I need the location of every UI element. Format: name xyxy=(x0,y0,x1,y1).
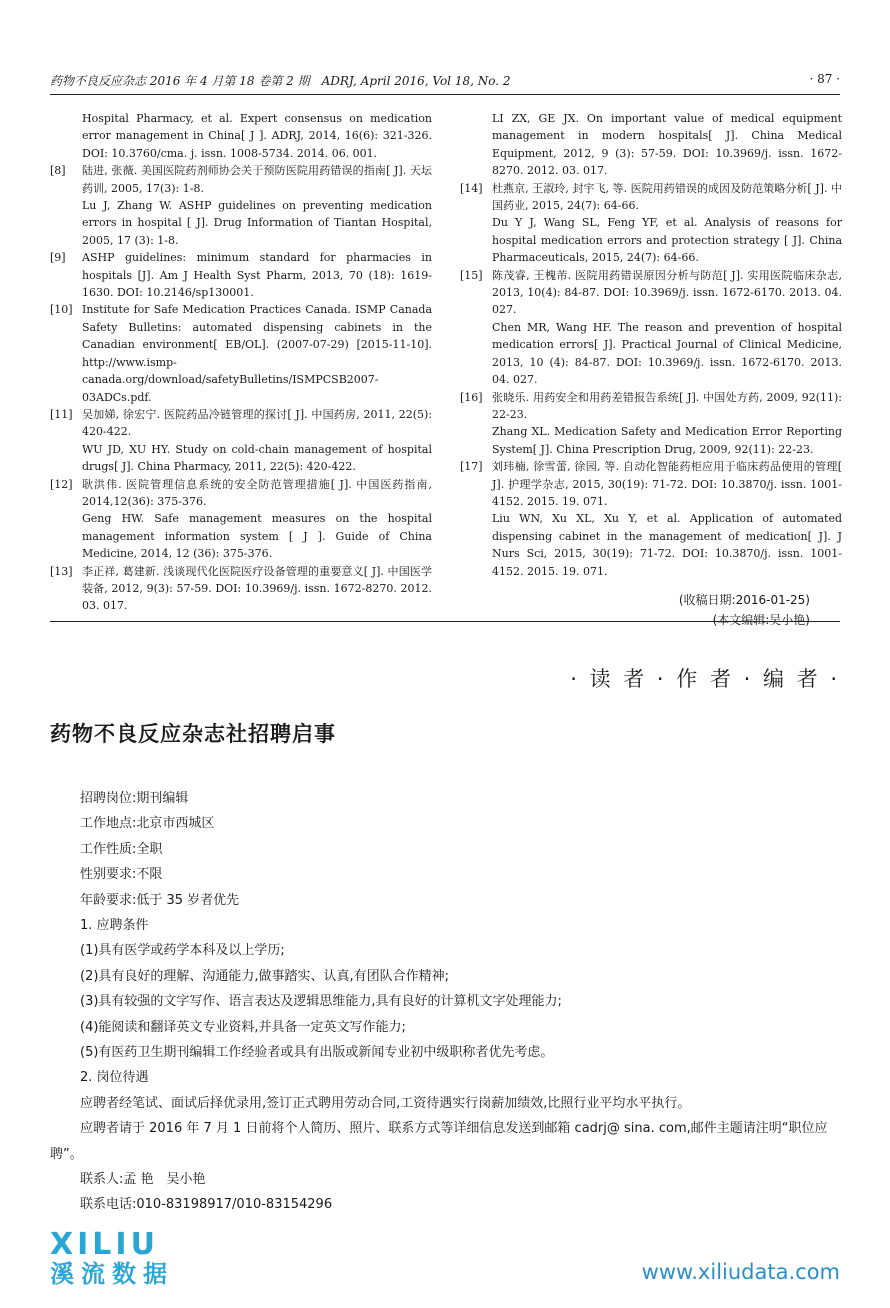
footer-url[interactable]: www.xiliudata.com xyxy=(641,1260,840,1284)
references-left-column xyxy=(50,110,432,615)
reference-number: [13] xyxy=(50,564,73,578)
ad-contact: 联系人:孟 艳 吴小艳 xyxy=(80,1171,206,1187)
logo-text-en: XILIU xyxy=(50,1227,159,1262)
reference-number: [9] xyxy=(50,251,66,265)
reference-number xyxy=(460,319,492,389)
reference-number xyxy=(50,510,82,562)
reference-text: Geng HW. Safe management measures on the hospital management information system [ J ]. Guide of China Medicine, 2014, 12 (36): 375-376. xyxy=(82,512,432,561)
reference-text: Lu J, Zhang W. ASHP guidelines on preventing medication errors in hospital [ J]. Drug Information of Tiantan Hospital, 2005, 17 (3): 1-8. xyxy=(82,199,432,247)
editor-credit: (本文编辑:吴小艳) xyxy=(712,612,810,627)
ad-field: 1. 应聘条件 xyxy=(80,917,149,933)
header-rule xyxy=(50,94,840,95)
reference-entry xyxy=(50,249,432,301)
ad-field: 年龄要求:低于 35 岁者优先 xyxy=(80,892,240,908)
reference-text: 陈茂睿, 王槐芾. 医院用药错误原因分析与防范[ J]. 实用医院临床杂志, 2013, 10(4): 84-87. DOI: 10.3969/j. issn. 1672-6170. 2013. 04. 027. xyxy=(492,268,842,317)
reference-entry xyxy=(50,476,432,511)
reference-number xyxy=(460,423,492,458)
ad-field: 招聘岗位:期刊编辑 xyxy=(80,791,189,806)
ad-field: (2)具有良好的理解、沟通能力,做事踏实、认真,有团队合作精神; xyxy=(80,968,450,984)
reference-text: 吴加娣, 徐宏宁. 医院药品冷链管理的探讨[ J]. 中国药房, 2011, 22(5): 420-422. xyxy=(82,407,432,439)
reference-number xyxy=(460,510,492,580)
xiliu-logo xyxy=(50,1227,190,1290)
reference-number: [16] xyxy=(460,390,483,404)
reference-text: 李正祥, 葛建新. 浅谈现代化医院医疗设备管理的重要意义[ J]. 中国医学装备, 2012, 9(3): 57-59. DOI: 10.3969/j. issn. 1672-8270. 2012. 03. 017. xyxy=(82,564,432,613)
reference-entry xyxy=(50,406,432,441)
reference-text: Liu WN, Xu XL, Xu Y, et al. Application of automated dispensing cabinet in the management of medication[ J]. J Nurs Sci, 2015, 30(19): 71-72. DOI: 10.3870/j. issn. 1001-4152. 2015. 19. 071. xyxy=(492,512,842,578)
reference-entry xyxy=(460,319,842,389)
reference-text: 陆进, 张薇. 美国医院药剂师协会关于预防医院用药错误的指南[ J]. 天坛药训, 2005, 17(3): 1-8. xyxy=(82,164,432,195)
reference-entry xyxy=(50,197,432,249)
ad-field: 工作性质:全职 xyxy=(80,841,163,857)
reference-number: [12] xyxy=(50,477,73,491)
ad-field: (4)能阅读和翻译英文专业资料,并具备一定英文写作能力; xyxy=(80,1019,406,1035)
ad-field: (3)具有较强的文字写作、语言表达及逻辑思维能力,具有良好的计算机文字处理能力; xyxy=(80,994,562,1010)
reference-entry xyxy=(50,301,432,405)
reference-entry xyxy=(50,563,432,615)
reference-text: Hospital Pharmacy, et al. Expert consensus on medication error management in China[ J ]. ADRJ, 2014, 16(6): 321-326. DOI: 10.3760/cma. j. issn. 1008-5734. 2014. 06. 001. xyxy=(82,112,432,160)
reference-number: [15] xyxy=(460,268,483,282)
ad-field: 性别要求:不限 xyxy=(80,867,163,883)
reference-entry xyxy=(460,458,842,510)
journal-citation: 药物不良反应杂志 2016 年 4 月第 18 卷第 2 期 ADRJ, April 2016, Vol 18, No. 2 xyxy=(50,74,511,88)
reference-entry xyxy=(460,110,842,180)
reference-text: LI ZX, GE JX. On important value of medical equipment management in modern hospitals[ J]. China Medical Equipment, 2012, 9 (3): 57-59. DOI: 10.3969/j. issn. 1672-8270. 2012. 03. 017. xyxy=(492,112,842,178)
reference-number xyxy=(50,441,82,476)
received-date: (收稿日期:2016-01-25) xyxy=(678,592,810,607)
ad-field: (1)具有医学或药学本科及以上学历; xyxy=(80,943,285,959)
section-divider xyxy=(50,621,840,622)
recruitment-notice xyxy=(50,786,840,1218)
reference-text: WU JD, XU HY. Study on cold-chain management of hospital drugs[ J]. China Pharmacy, 2011, 22(5): 420-422. xyxy=(82,442,432,474)
reference-number: [14] xyxy=(460,181,483,195)
reference-entry xyxy=(460,510,842,580)
ad-title: 药物不良反应杂志社招聘启事 xyxy=(50,722,336,746)
reference-text: Institute for Safe Medication Practices Canada. ISMP Canada Safety Bulletins: automated dispensing cabinets in the Canadian environment[ EB/OL]. (2007-07-29) [2015-11-10]. http://www.ismp-canada.org/download/safetyBulletins/ISMPCSB2007-03ADCs.pdf. xyxy=(82,303,432,404)
reference-entry xyxy=(50,110,432,162)
reference-entry xyxy=(50,162,432,197)
reference-number: [17] xyxy=(460,460,483,474)
references-right-column xyxy=(460,110,842,630)
reference-entry xyxy=(50,510,432,562)
reference-text: 耿洪伟. 医院管理信息系统的安全防范管理措施[ J]. 中国医药指南, 2014,12(36): 375-376. xyxy=(82,477,432,508)
reference-entry xyxy=(460,423,842,458)
reference-number xyxy=(460,214,492,266)
reference-entry xyxy=(460,267,842,319)
reference-number: [11] xyxy=(50,407,73,421)
reference-number: [10] xyxy=(50,303,73,317)
reference-entry xyxy=(460,180,842,215)
ad-field: (5)有医药卫生期刊编辑工作经验者或具有出版或新闻专业初中级职称者优先考虑。 xyxy=(80,1044,554,1060)
ad-field: 2. 岗位待遇 xyxy=(80,1070,149,1086)
ad-paragraph-benefits: 应聘者经笔试、面试后择优录用,签订正式聘用劳动合同,工资待遇实行岗薪加绩效,比照行业平均水平执行。 xyxy=(80,1095,691,1111)
reference-text: 刘玮楠, 徐雪蕾, 徐园, 等. 自动化智能药柜应用于临床药品使用的管理[ J]. 护理学杂志, 2015, 30(19): 71-72. DOI: 10.3870/j. issn. 1001-4152. 2015. 19. 071. xyxy=(492,460,842,508)
page-number: · 87 · xyxy=(809,72,840,86)
ad-phone: 联系电话:010-83198917/010-83154296 xyxy=(80,1197,333,1213)
reference-entry xyxy=(460,214,842,266)
reference-entry xyxy=(460,389,842,424)
reference-entry xyxy=(50,441,432,476)
section-tag: · 读 者 · 作 者 · 编 者 · xyxy=(570,667,840,691)
reference-number xyxy=(50,110,82,162)
running-header xyxy=(50,72,840,94)
reference-number: [8] xyxy=(50,164,66,178)
reference-text: 张晓乐. 用药安全和用药差错报告系统[ J]. 中国处方药, 2009, 92(11): 22-23. xyxy=(492,390,842,421)
ad-field: 工作地点:北京市西城区 xyxy=(80,816,215,832)
reference-text: ASHP guidelines: minimum standard for pharmacies in hospitals [J]. Am J Health Syst Pharm, 2013, 70 (18): 1619-1630. DOI: 10.2146/sp130001. xyxy=(82,251,432,300)
reference-text: Chen MR, Wang HF. The reason and prevention of hospital medication errors[ J]. Practical Journal of Clinical Medicine, 2013, 10 (4): 84-87. DOI: 10.3969/j. issn. 1672-6170. 2013. 04. 027. xyxy=(492,320,842,387)
reference-text: Zhang XL. Medication Safety and Medication Error Reporting System[ J]. China Prescription Drug, 2009, 92(11): 22-23. xyxy=(492,425,842,456)
reference-number xyxy=(50,197,82,249)
ad-paragraph-application: 应聘者请于 2016 年 7 月 1 日前将个人简历、照片、联系方式等详细信息发送到邮箱 cadrj@ sina. com,邮件主题请注明“职位应聘”。 xyxy=(50,1121,828,1162)
logo-text-cn: 溪流数据 xyxy=(50,1260,174,1288)
reference-text: Du Y J, Wang SL, Feng YF, et al. Analysis of reasons for hospital medication errors and protection strategy [ J]. China Pharmaceuticals, 2015, 24(7): 64-66. xyxy=(492,216,842,265)
reference-number xyxy=(460,110,492,180)
reference-text: 杜燕京, 王淑玲, 封宇飞, 等. 医院用药错误的成因及防范策略分析[ J]. 中国药业, 2015, 24(7): 64-66. xyxy=(492,181,842,213)
